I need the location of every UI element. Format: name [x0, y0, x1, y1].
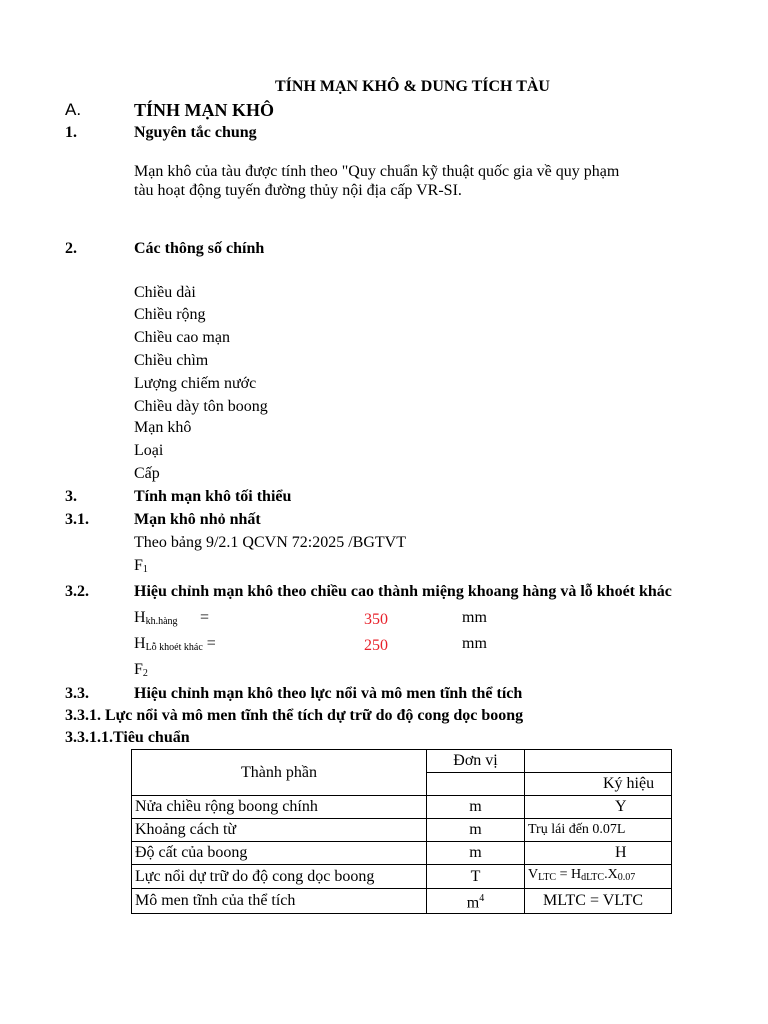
section-3-1-number: 3.1.: [65, 511, 89, 528]
f1-label: $F_1$: [134, 557, 148, 575]
section-3-3-number: 3.3.: [65, 685, 89, 702]
h-hatch-equals: =: [200, 609, 210, 626]
section-3-3-title: Hiệu chỉnh mạn khô theo lực nổi và mô men tĩnh thể tích: [134, 685, 523, 702]
param-class: Cấp: [134, 465, 160, 482]
section-1-title: Nguyên tắc chung: [134, 124, 257, 141]
section-3-1-title: Mạn khô nhỏ nhất: [134, 511, 261, 528]
param-type: Loại: [134, 442, 164, 459]
param-deck-plate-thickness: Chiều dày tôn boong: [134, 398, 268, 415]
row-name: Độ cất của boong: [132, 842, 427, 865]
row-symbol: $V_{LTC} = H_{dLTC}.X_{0.07}$: [525, 865, 672, 889]
f2-label: $F_2$: [134, 661, 148, 679]
row-name: Khoảng cách từ: [132, 819, 427, 842]
param-displacement: Lượng chiếm nước: [134, 375, 257, 392]
section-3-1-reference: Theo bảng 9/2.1 QCVN 72:2025 /BGTVT: [134, 534, 406, 551]
h-other-opening-unit: mm: [462, 635, 487, 652]
section-a-number: A.: [65, 100, 82, 119]
param-breadth: Chiều rộng: [134, 306, 206, 323]
row-name: Mô men tĩnh của thể tích: [132, 889, 427, 914]
header-unit: Đơn vị: [427, 750, 525, 773]
row-symbol: Y: [525, 796, 672, 819]
header-component: Thành phần: [132, 750, 427, 796]
table-row: [132, 842, 672, 865]
section-3-number: 3.: [65, 488, 77, 505]
section-3-3-1-title: 3.3.1. Lực nổi và mô men tĩnh thể tích dự trữ do độ cong dọc boong: [65, 707, 524, 724]
param-freeboard: Mạn khô: [134, 419, 192, 436]
criteria-table: [131, 749, 672, 914]
table-row: [132, 819, 672, 842]
row-unit: $m^4$: [427, 889, 525, 914]
section-a-title: TÍNH MẠN KHÔ: [134, 100, 275, 120]
row-symbol: MLTC = VLTC: [525, 889, 672, 914]
row-unit: T: [427, 865, 525, 889]
h-hatch-unit: mm: [462, 609, 487, 626]
row-name: Lực nổi dự trữ do độ cong dọc boong: [132, 865, 427, 889]
h-other-opening-value: 250: [364, 637, 388, 654]
header-unit-blank: [427, 773, 525, 796]
row-unit: m: [427, 842, 525, 865]
param-length: Chiều dài: [134, 284, 196, 301]
document-title: TÍNH MẠN KHÔ & DUNG TÍCH TÀU: [275, 78, 550, 95]
section-1-paragraph-line-2: tàu hoạt động tuyến đường thủy nội địa cấp VR-SI.: [134, 182, 462, 199]
header-symbol-top: [525, 750, 672, 773]
table-row: [132, 889, 672, 914]
section-3-2-number: 3.2.: [65, 583, 89, 600]
section-1-number: 1.: [65, 124, 77, 141]
table-row: [132, 865, 672, 889]
section-3-3-1-1-title: 3.3.1.1.Tiêu chuẩn: [65, 729, 190, 746]
h-hatch-value: 350: [364, 611, 388, 628]
row-unit: m: [427, 796, 525, 819]
table-row: [132, 796, 672, 819]
h-other-opening-label: $H_{Lỗ khoét khác}$ =: [134, 635, 216, 653]
row-symbol: Trụ lái đến 0.07L: [525, 819, 672, 842]
section-1-paragraph-line-1: Mạn khô của tàu được tính theo "Quy chuẩn kỹ thuật quốc gia về quy phạm: [134, 163, 620, 180]
param-draught: Chiều chìm: [134, 352, 209, 369]
h-hatch-label: $H_{kh.hàng}$: [134, 609, 178, 627]
section-3-2-title: Hiệu chỉnh mạn khô theo chiều cao thành miệng khoang hàng và lỗ khoét khác: [134, 583, 672, 600]
row-symbol: H: [525, 842, 672, 865]
section-2-number: 2.: [65, 240, 77, 257]
header-symbol: Ký hiệu: [525, 773, 672, 796]
param-depth: Chiều cao mạn: [134, 329, 230, 346]
section-2-title: Các thông số chính: [134, 240, 265, 257]
row-name: Nửa chiều rộng boong chính: [132, 796, 427, 819]
row-unit: m: [427, 819, 525, 842]
section-3-title: Tính mạn khô tối thiểu: [134, 488, 292, 505]
